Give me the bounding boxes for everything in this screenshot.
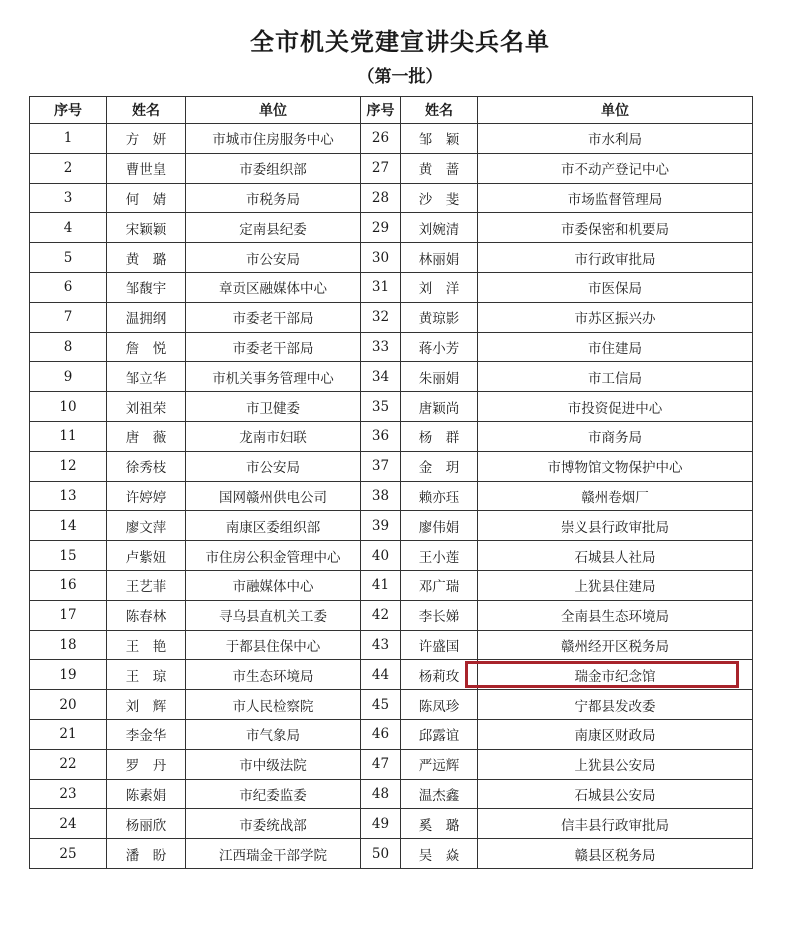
- cell-unit-left: 市机关事务管理中心: [186, 362, 361, 392]
- cell-name-left: 邹立华: [107, 362, 186, 392]
- cell-index-right: 48: [361, 779, 401, 809]
- cell-index-left: 15: [30, 541, 107, 571]
- cell-name-left: 廖文萍: [107, 511, 186, 541]
- table-row: [30, 600, 753, 630]
- table-row: [30, 719, 753, 749]
- cell-unit-left: 市人民检察院: [186, 690, 361, 720]
- cell-index-right: 39: [361, 511, 401, 541]
- cell-unit-right: 市行政审批局: [478, 243, 753, 273]
- cell-index-left: 16: [30, 570, 107, 600]
- cell-unit-right: 赣州卷烟厂: [478, 481, 753, 511]
- cell-unit-right: 市博物馆文物保护中心: [478, 451, 753, 481]
- table-row: [30, 481, 753, 511]
- cell-unit-right: 石城县公安局: [478, 779, 753, 809]
- header-unit-left: 单位: [186, 97, 361, 124]
- cell-unit-right: 市工信局: [478, 362, 753, 392]
- cell-name-right: 邓广瑞: [401, 570, 478, 600]
- cell-unit-right: 崇义县行政审批局: [478, 511, 753, 541]
- cell-name-right: 杨莉玫: [401, 660, 478, 690]
- cell-unit-right: 市苏区振兴办: [478, 302, 753, 332]
- table-row: [30, 302, 753, 332]
- cell-unit-left: 南康区委组织部: [186, 511, 361, 541]
- cell-name-left: 徐秀枝: [107, 451, 186, 481]
- cell-name-right: 邹 颖: [401, 124, 478, 154]
- cell-unit-right: 市医保局: [478, 272, 753, 302]
- cell-name-left: 何 婧: [107, 183, 186, 213]
- cell-index-left: 21: [30, 719, 107, 749]
- cell-index-right: 26: [361, 124, 401, 154]
- table-row: [30, 690, 753, 720]
- cell-index-right: 38: [361, 481, 401, 511]
- cell-unit-right: 市投资促进中心: [478, 392, 753, 422]
- page-title: 全市机关党建宣讲尖兵名单: [250, 28, 550, 56]
- cell-name-left: 李金华: [107, 719, 186, 749]
- cell-index-right: 33: [361, 332, 401, 362]
- cell-unit-right: 市商务局: [478, 421, 753, 451]
- cell-name-right: 许盛国: [401, 630, 478, 660]
- cell-index-right: 27: [361, 153, 401, 183]
- cell-name-left: 许婷婷: [107, 481, 186, 511]
- table-row: [30, 749, 753, 779]
- cell-name-right: 吴 焱: [401, 839, 478, 869]
- cell-name-left: 陈春林: [107, 600, 186, 630]
- cell-index-right: 30: [361, 243, 401, 273]
- cell-unit-right: 市住建局: [478, 332, 753, 362]
- cell-index-left: 3: [30, 183, 107, 213]
- cell-unit-left: 市委老干部局: [186, 332, 361, 362]
- table-row: [30, 809, 753, 839]
- cell-unit-left: 国网赣州供电公司: [186, 481, 361, 511]
- cell-unit-left: 龙南市妇联: [186, 421, 361, 451]
- cell-name-right: 赖亦珏: [401, 481, 478, 511]
- cell-name-left: 陈素娟: [107, 779, 186, 809]
- cell-index-right: 34: [361, 362, 401, 392]
- table-row: [30, 630, 753, 660]
- cell-unit-right: 赣县区税务局: [478, 839, 753, 869]
- cell-unit-left: 定南县纪委: [186, 213, 361, 243]
- cell-index-left: 1: [30, 124, 107, 154]
- table-row: [30, 124, 753, 154]
- cell-name-left: 詹 悦: [107, 332, 186, 362]
- cell-unit-right: 信丰县行政审批局: [478, 809, 753, 839]
- cell-unit-left: 江西瑞金干部学院: [186, 839, 361, 869]
- cell-unit-right: 瑞金市纪念馆: [478, 660, 753, 690]
- cell-name-right: 沙 斐: [401, 183, 478, 213]
- cell-index-left: 22: [30, 749, 107, 779]
- cell-name-right: 黄 蔷: [401, 153, 478, 183]
- cell-index-right: 46: [361, 719, 401, 749]
- cell-name-left: 方 妍: [107, 124, 186, 154]
- cell-unit-right: 市场监督管理局: [478, 183, 753, 213]
- roster-table: [29, 96, 753, 869]
- cell-index-left: 20: [30, 690, 107, 720]
- cell-index-left: 17: [30, 600, 107, 630]
- cell-unit-left: 市纪委监委: [186, 779, 361, 809]
- cell-unit-right: 南康区财政局: [478, 719, 753, 749]
- table-row: [30, 362, 753, 392]
- cell-unit-left: 市气象局: [186, 719, 361, 749]
- cell-index-right: 42: [361, 600, 401, 630]
- cell-unit-right: 石城县人社局: [478, 541, 753, 571]
- cell-name-left: 王艺菲: [107, 570, 186, 600]
- cell-unit-left: 市公安局: [186, 243, 361, 273]
- cell-index-right: 32: [361, 302, 401, 332]
- cell-index-left: 11: [30, 421, 107, 451]
- cell-index-right: 40: [361, 541, 401, 571]
- cell-name-right: 蒋小芳: [401, 332, 478, 362]
- cell-unit-right: 市不动产登记中心: [478, 153, 753, 183]
- cell-index-left: 25: [30, 839, 107, 869]
- cell-name-left: 罗 丹: [107, 749, 186, 779]
- cell-name-left: 曹世皇: [107, 153, 186, 183]
- table-row: [30, 183, 753, 213]
- cell-index-left: 18: [30, 630, 107, 660]
- cell-unit-left: 市委统战部: [186, 809, 361, 839]
- cell-name-right: 金 玥: [401, 451, 478, 481]
- table-row: [30, 541, 753, 571]
- cell-unit-left: 于都县住保中心: [186, 630, 361, 660]
- table-header-row: [30, 97, 753, 124]
- cell-unit-left: 市卫健委: [186, 392, 361, 422]
- cell-index-left: 19: [30, 660, 107, 690]
- cell-index-right: 47: [361, 749, 401, 779]
- table-row: [30, 511, 753, 541]
- cell-unit-left: 市融媒体中心: [186, 570, 361, 600]
- table-row: [30, 243, 753, 273]
- cell-name-right: 奚 璐: [401, 809, 478, 839]
- cell-name-left: 潘 盼: [107, 839, 186, 869]
- cell-unit-right: 上犹县公安局: [478, 749, 753, 779]
- cell-unit-right: 全南县生态环境局: [478, 600, 753, 630]
- cell-unit-left: 市生态环境局: [186, 660, 361, 690]
- cell-name-left: 王 艳: [107, 630, 186, 660]
- cell-index-left: 12: [30, 451, 107, 481]
- table-row: [30, 570, 753, 600]
- cell-unit-left: 章贡区融媒体中心: [186, 272, 361, 302]
- table-row: [30, 392, 753, 422]
- cell-name-right: 邱露谊: [401, 719, 478, 749]
- cell-name-left: 宋颖颖: [107, 213, 186, 243]
- cell-index-left: 8: [30, 332, 107, 362]
- page-subtitle: （第一批）: [357, 67, 443, 87]
- cell-index-right: 41: [361, 570, 401, 600]
- table-row: [30, 451, 753, 481]
- cell-index-left: 7: [30, 302, 107, 332]
- cell-index-right: 45: [361, 690, 401, 720]
- cell-unit-right: 上犹县住建局: [478, 570, 753, 600]
- cell-index-left: 14: [30, 511, 107, 541]
- cell-index-left: 6: [30, 272, 107, 302]
- cell-name-left: 王 琼: [107, 660, 186, 690]
- cell-index-right: 37: [361, 451, 401, 481]
- cell-name-right: 廖伟娟: [401, 511, 478, 541]
- cell-index-left: 5: [30, 243, 107, 273]
- cell-name-right: 杨 群: [401, 421, 478, 451]
- cell-name-right: 刘 洋: [401, 272, 478, 302]
- cell-index-right: 28: [361, 183, 401, 213]
- cell-name-right: 黄琼影: [401, 302, 478, 332]
- cell-name-left: 唐 薇: [107, 421, 186, 451]
- cell-index-left: 23: [30, 779, 107, 809]
- cell-name-right: 李长娣: [401, 600, 478, 630]
- cell-index-right: 29: [361, 213, 401, 243]
- cell-name-right: 林丽娟: [401, 243, 478, 273]
- table-row: [30, 779, 753, 809]
- cell-index-left: 10: [30, 392, 107, 422]
- cell-name-right: 严远辉: [401, 749, 478, 779]
- cell-name-left: 杨丽欣: [107, 809, 186, 839]
- cell-name-left: 卢紫妞: [107, 541, 186, 571]
- cell-name-right: 朱丽娟: [401, 362, 478, 392]
- table-row: [30, 332, 753, 362]
- cell-unit-right: 市水利局: [478, 124, 753, 154]
- cell-name-right: 温杰鑫: [401, 779, 478, 809]
- cell-unit-left: 市中级法院: [186, 749, 361, 779]
- cell-name-left: 邹馥宇: [107, 272, 186, 302]
- cell-name-right: 陈凤珍: [401, 690, 478, 720]
- table-row: [30, 213, 753, 243]
- cell-name-left: 刘 辉: [107, 690, 186, 720]
- cell-index-left: 9: [30, 362, 107, 392]
- cell-name-left: 黄 璐: [107, 243, 186, 273]
- cell-name-right: 唐颖尚: [401, 392, 478, 422]
- cell-name-right: 王小莲: [401, 541, 478, 571]
- cell-unit-right: 宁都县发改委: [478, 690, 753, 720]
- table-row: [30, 421, 753, 451]
- cell-index-left: 4: [30, 213, 107, 243]
- roster-body: [30, 124, 753, 869]
- cell-unit-left: 市城市住房服务中心: [186, 124, 361, 154]
- table-row: [30, 839, 753, 869]
- cell-name-left: 温拥纲: [107, 302, 186, 332]
- cell-unit-left: 寻乌县直机关工委: [186, 600, 361, 630]
- table-row: [30, 272, 753, 302]
- table-row: [30, 660, 753, 690]
- cell-index-right: 44: [361, 660, 401, 690]
- cell-unit-right: 市委保密和机要局: [478, 213, 753, 243]
- cell-index-right: 31: [361, 272, 401, 302]
- cell-unit-left: 市公安局: [186, 451, 361, 481]
- cell-index-right: 49: [361, 809, 401, 839]
- header-name-right: 姓名: [401, 97, 478, 124]
- cell-name-right: 刘婉清: [401, 213, 478, 243]
- cell-name-left: 刘祖荣: [107, 392, 186, 422]
- cell-unit-right: 赣州经开区税务局: [478, 630, 753, 660]
- cell-unit-left: 市住房公积金管理中心: [186, 541, 361, 571]
- header-index-left: 序号: [30, 97, 107, 124]
- cell-index-left: 13: [30, 481, 107, 511]
- cell-index-left: 24: [30, 809, 107, 839]
- cell-index-right: 36: [361, 421, 401, 451]
- cell-unit-left: 市委老干部局: [186, 302, 361, 332]
- header-index-right: 序号: [361, 97, 401, 124]
- header-unit-right: 单位: [478, 97, 753, 124]
- header-name-left: 姓名: [107, 97, 186, 124]
- table-row: [30, 153, 753, 183]
- cell-index-right: 50: [361, 839, 401, 869]
- cell-index-right: 43: [361, 630, 401, 660]
- cell-unit-left: 市委组织部: [186, 153, 361, 183]
- cell-index-right: 35: [361, 392, 401, 422]
- cell-unit-left: 市税务局: [186, 183, 361, 213]
- cell-index-left: 2: [30, 153, 107, 183]
